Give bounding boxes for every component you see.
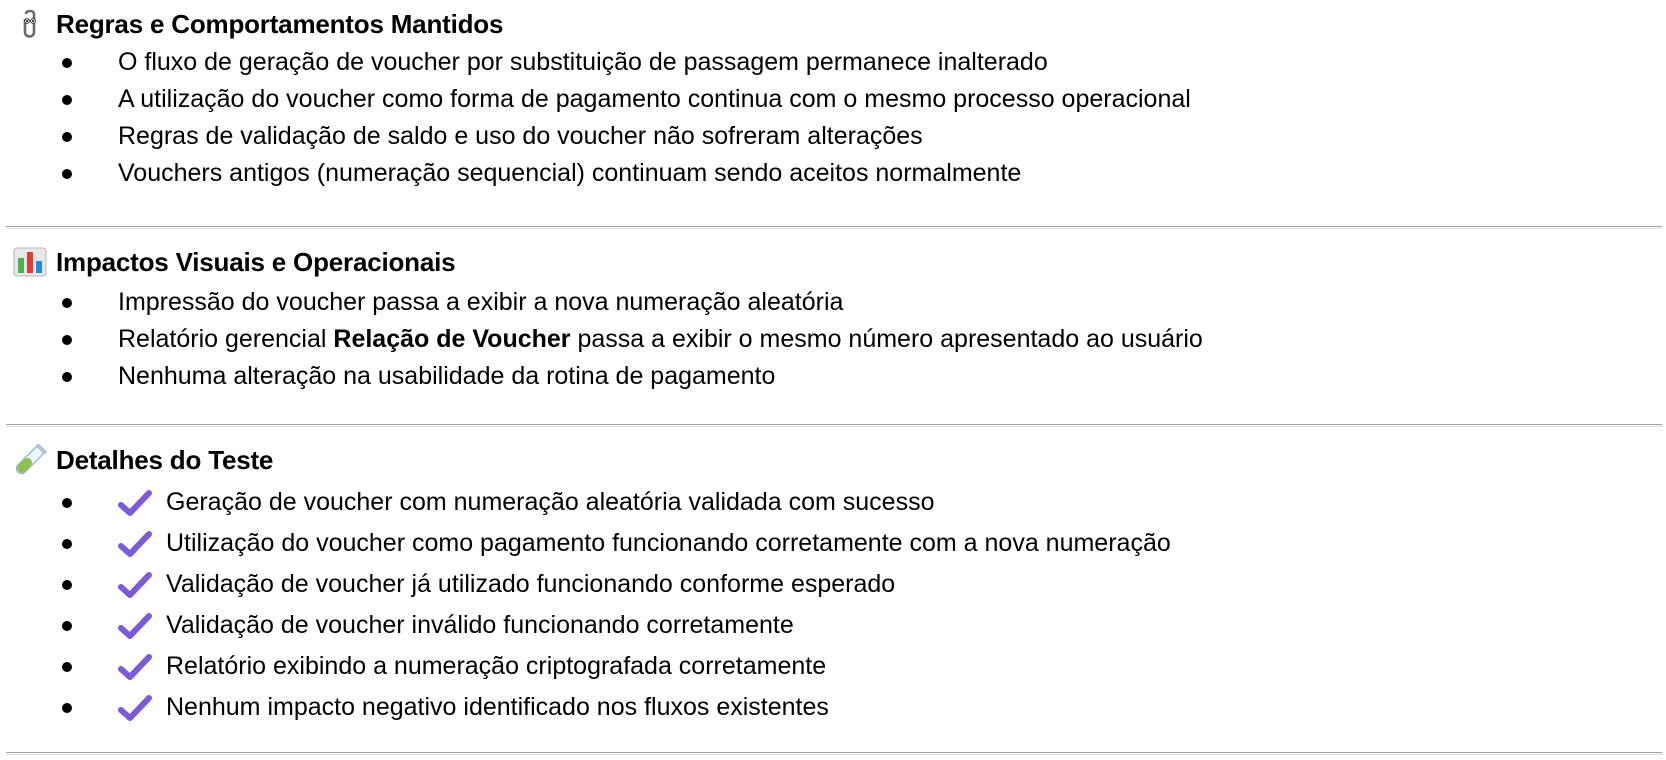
- section-title: Impactos Visuais e Operacionais: [56, 246, 456, 277]
- list-item-text: Relatório exibindo a numeração criptografada corretamente: [166, 652, 827, 680]
- list-item-text: Regras de validação de saldo e uso do voucher não sofreram alterações: [118, 122, 923, 150]
- bullet-icon: [62, 335, 72, 345]
- check-mark-icon: [118, 612, 152, 640]
- bullet-icon: [62, 662, 72, 672]
- bullet-icon: [62, 132, 72, 142]
- section-title: Regras e Comportamentos Mantidos: [56, 8, 504, 39]
- horizontal-divider: [6, 424, 1662, 427]
- bullet-icon: [62, 95, 72, 105]
- horizontal-divider: [6, 752, 1662, 755]
- bullet-icon: [62, 298, 72, 308]
- list-item-text: Nenhuma alteração na usabilidade da rotina de pagamento: [118, 362, 776, 390]
- report-name: Relação de Voucher: [333, 325, 571, 353]
- horizontal-divider: [6, 226, 1662, 229]
- section-title: Detalhes do Teste: [56, 444, 274, 475]
- list-item-text: Geração de voucher com numeração aleatória validada com sucesso: [166, 488, 935, 516]
- bullet-icon: [62, 498, 72, 508]
- bullet-icon: [62, 703, 72, 713]
- list-item-text: Impressão do voucher passa a exibir a nova numeração aleatória: [118, 288, 844, 316]
- list-item-text: Utilização do voucher como pagamento funcionando corretamente com a nova numeração: [166, 529, 1171, 557]
- list-item-text: Nenhum impacto negativo identificado nos fluxos existentes: [166, 693, 829, 721]
- check-mark-icon: [118, 571, 152, 599]
- check-mark-icon: [118, 694, 152, 722]
- list-item-text: Validação de voucher já utilizado funcionando conforme esperado: [166, 570, 896, 598]
- bullet-icon: [62, 372, 72, 382]
- section-heading: [0, 6, 503, 42]
- bullet-icon: [62, 58, 72, 68]
- list-item-text: Validação de voucher inválido funcionando corretamente: [166, 611, 794, 639]
- check-mark-icon: [118, 489, 152, 517]
- bullet-icon: [62, 621, 72, 631]
- paperclip-icon: [10, 7, 50, 41]
- bar-chart-icon: [10, 245, 50, 279]
- list-item-text: Vouchers antigos (numeração sequencial) continuam sendo aceitos normalmente: [118, 159, 1022, 187]
- bullet-icon: [62, 169, 72, 179]
- check-mark-icon: [118, 653, 152, 681]
- list-item-text: [118, 325, 1203, 354]
- list-item-text-after: passa a exibir o mesmo número apresentado ao usuário: [570, 325, 1203, 353]
- check-mark-icon: [118, 530, 152, 558]
- section-heading: [0, 244, 455, 280]
- list-item-text: A utilização do voucher como forma de pagamento continua com o mesmo processo operacional: [118, 85, 1191, 113]
- list-item-text-before: Relatório gerencial: [118, 325, 334, 353]
- bullet-icon: [62, 580, 72, 590]
- test-tube-icon: [10, 443, 50, 477]
- section-heading: [0, 442, 273, 478]
- list-item-text: O fluxo de geração de voucher por substituição de passagem permanece inalterado: [118, 48, 1048, 76]
- bullet-icon: [62, 539, 72, 549]
